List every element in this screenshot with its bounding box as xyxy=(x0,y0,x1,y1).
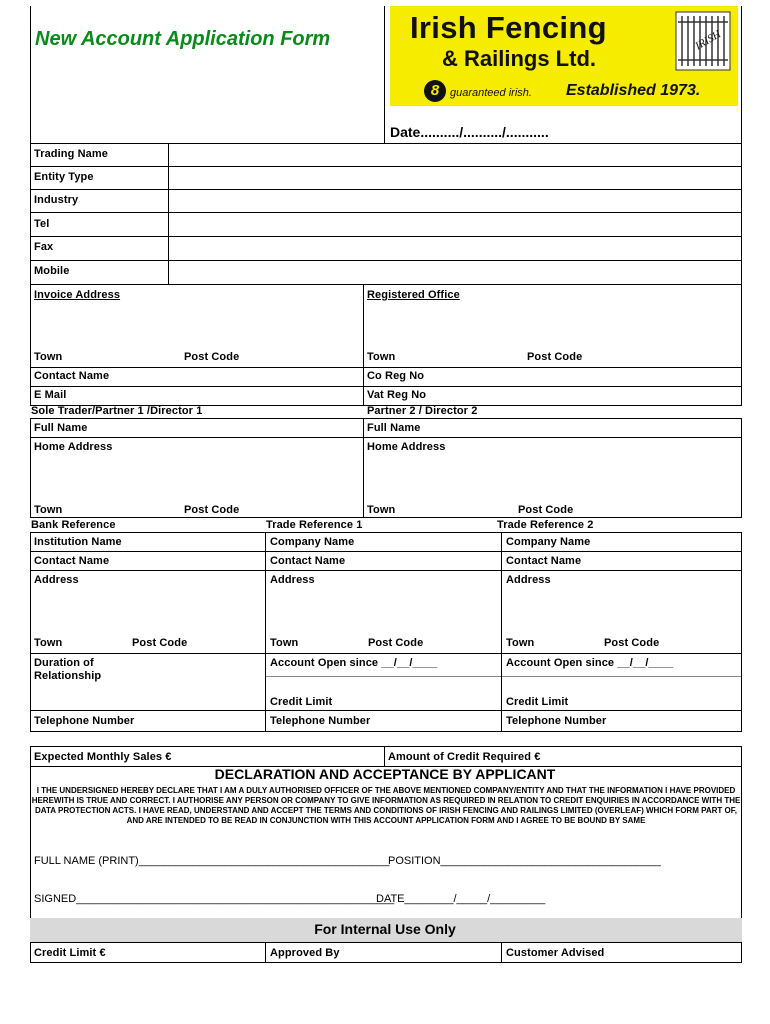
company-logo xyxy=(390,6,738,106)
contact-name-label: Contact Name xyxy=(34,370,110,382)
bank-reference-heading: Bank Reference xyxy=(31,519,116,531)
invoice-postcode-label: Post Code xyxy=(184,351,240,363)
signature-date-field[interactable]: DATE________/_____/_________ xyxy=(376,893,546,905)
partner1-heading: Sole Trader/Partner 1 /Director 1 xyxy=(31,405,203,417)
trade2-town-label: Town xyxy=(506,637,535,649)
partner1-town-label: Town xyxy=(34,504,63,516)
customer-advised-label: Customer Advised xyxy=(506,947,605,959)
svg-text:IRISH: IRISH xyxy=(693,28,724,53)
trade1-account-open-label: Account Open since __/__/____ xyxy=(270,657,438,669)
partner2-heading: Partner 2 / Director 2 xyxy=(367,405,478,417)
internal-credit-limit-label: Credit Limit € xyxy=(34,947,106,959)
trade2-company-name-label: Company Name xyxy=(506,536,591,548)
trade1-credit-limit-label: Credit Limit xyxy=(270,696,333,708)
position-field[interactable]: POSITION____________________________________ xyxy=(388,855,661,867)
trade1-contact-name-label: Contact Name xyxy=(270,555,346,567)
fence-gate-icon xyxy=(674,10,732,72)
guaranteed-irish-badge: 8 xyxy=(424,80,446,102)
registered-town-label: Town xyxy=(367,351,396,363)
internal-use-title: For Internal Use Only xyxy=(314,921,456,937)
bank-address-label: Address xyxy=(34,574,79,586)
trade2-address-label: Address xyxy=(506,574,551,586)
registered-office-label: Registered Office xyxy=(367,289,460,301)
approved-by-label: Approved By xyxy=(270,947,340,959)
trade2-account-open-label: Account Open since __/__/____ xyxy=(506,657,674,669)
partner2-town-label: Town xyxy=(367,504,396,516)
logo-line-1: Irish Fencing xyxy=(410,10,607,45)
partner2-home-address-label: Home Address xyxy=(367,441,446,453)
trade2-contact-name-label: Contact Name xyxy=(506,555,582,567)
trade2-telephone-label: Telephone Number xyxy=(506,715,607,727)
trade2-postcode-label: Post Code xyxy=(604,637,660,649)
trade-reference-2-heading: Trade Reference 2 xyxy=(497,519,594,531)
form-title: New Account Application Form xyxy=(35,28,331,50)
logo-established: Established 1973. xyxy=(566,82,701,99)
fax-label: Fax xyxy=(34,241,54,253)
trade1-postcode-label: Post Code xyxy=(368,637,424,649)
declaration-title: DECLARATION AND ACCEPTANCE BY APPLICANT xyxy=(214,766,556,782)
industry-label: Industry xyxy=(34,194,79,206)
bank-town-label: Town xyxy=(34,637,63,649)
trade2-credit-limit-label: Credit Limit xyxy=(506,696,569,708)
credit-required-label: Amount of Credit Required € xyxy=(388,751,541,763)
trade1-telephone-label: Telephone Number xyxy=(270,715,371,727)
registered-postcode-label: Post Code xyxy=(527,351,583,363)
partner2-postcode-label: Post Code xyxy=(518,504,574,516)
partner1-home-address-label: Home Address xyxy=(34,441,113,453)
trade1-town-label: Town xyxy=(270,637,299,649)
bank-postcode-label: Post Code xyxy=(132,637,188,649)
co-reg-no-label: Co Reg No xyxy=(367,370,425,382)
trade-reference-1-heading: Trade Reference 1 xyxy=(266,519,363,531)
institution-name-label: Institution Name xyxy=(34,536,122,548)
bank-contact-name-label: Contact Name xyxy=(34,555,110,567)
invoice-town-label: Town xyxy=(34,351,63,363)
duration-label-2: Relationship xyxy=(34,670,102,682)
declaration-text: I THE UNDERSIGNED HEREBY DECLARE THAT I AM A DULY AUTHORISED OFFICER OF THE ABOVE MENTIONED COMPANY/ENTITY AND THAT THE INFORMATION I HAVE PROVIDED HEREWITH IS TRUE AND CORRECT. I AUTHORISE ANY PERSON OR COMPANY TO GIVE INFORMATION AS REQUIRED IN RELATION TO CREDIT ENQUIRIES IN ACCORDANCE WITH THE DATA PROTECTION ACTS. I HAVE READ, UNDERSTAND AND ACCEPT THE TERMS AND CONDITIONS OF IRISH FENCING AND RAILINGS LIMITED (OVERLEAF) WHICH FORM PART OF, AND ARE INTENDED TO BE READ IN CONJUNCTION WITH THIS ACCOUNT APPLICATION FORM AND I AGREE TO BE BOUND BY SAME xyxy=(31,786,741,825)
duration-label-1: Duration of xyxy=(34,657,94,669)
email-label: E Mail xyxy=(34,389,67,401)
entity-type-label: Entity Type xyxy=(34,171,94,183)
logo-tagline: guaranteed irish. xyxy=(450,87,532,99)
mobile-label: Mobile xyxy=(34,265,70,277)
partner2-full-name-label: Full Name xyxy=(367,422,421,434)
logo-line-2: & Railings Ltd. xyxy=(442,46,596,71)
trade1-company-name-label: Company Name xyxy=(270,536,355,548)
bank-telephone-label: Telephone Number xyxy=(34,715,135,727)
partner1-postcode-label: Post Code xyxy=(184,504,240,516)
trading-name-label: Trading Name xyxy=(34,148,108,160)
date-field[interactable]: Date........../........../........... xyxy=(390,124,549,140)
vat-reg-no-label: Vat Reg No xyxy=(367,389,427,401)
full-name-print-field[interactable]: FULL NAME (PRINT)_________________________________________ xyxy=(34,855,390,867)
tel-label: Tel xyxy=(34,218,50,230)
signed-field[interactable]: SIGNED____________________________________________________ xyxy=(34,893,395,905)
trade1-address-label: Address xyxy=(270,574,315,586)
expected-monthly-sales-label: Expected Monthly Sales € xyxy=(34,751,172,763)
partner1-full-name-label: Full Name xyxy=(34,422,88,434)
invoice-address-label: Invoice Address xyxy=(34,289,121,301)
